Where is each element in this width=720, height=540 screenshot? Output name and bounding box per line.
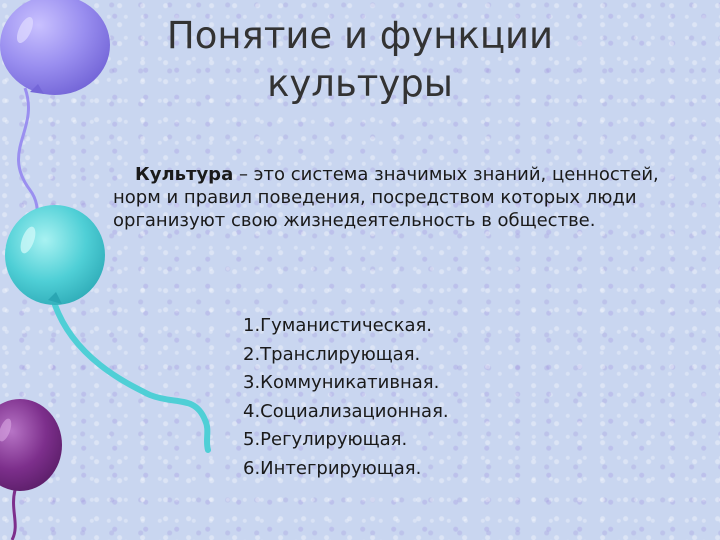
slide-title: [110, 12, 610, 108]
function-item: 6.Интегрирующая.: [243, 457, 422, 479]
function-item: 3.Коммуникативная.: [243, 372, 440, 393]
definition-term: Культура: [135, 164, 234, 185]
title-line-1: Понятие и функции: [166, 14, 554, 57]
definition-text: – это система значимых знаний, ценностей, норм и правил поведения, посредством которых люди организуют свою жизнедеятельность в обществе.: [113, 164, 659, 231]
function-item: 5.Регулирующая.: [243, 429, 408, 450]
title-line-2: культуры: [267, 62, 453, 105]
function-item: 2.Транслирующая.: [243, 343, 421, 365]
function-item: 1.Гуманистическая.: [243, 315, 433, 336]
function-item: 4.Социализационная.: [243, 400, 449, 422]
purple-balloon: [0, 399, 62, 540]
definition-paragraph: [113, 163, 698, 232]
functions-list: [243, 312, 449, 483]
violet-balloon: [0, 0, 110, 240]
